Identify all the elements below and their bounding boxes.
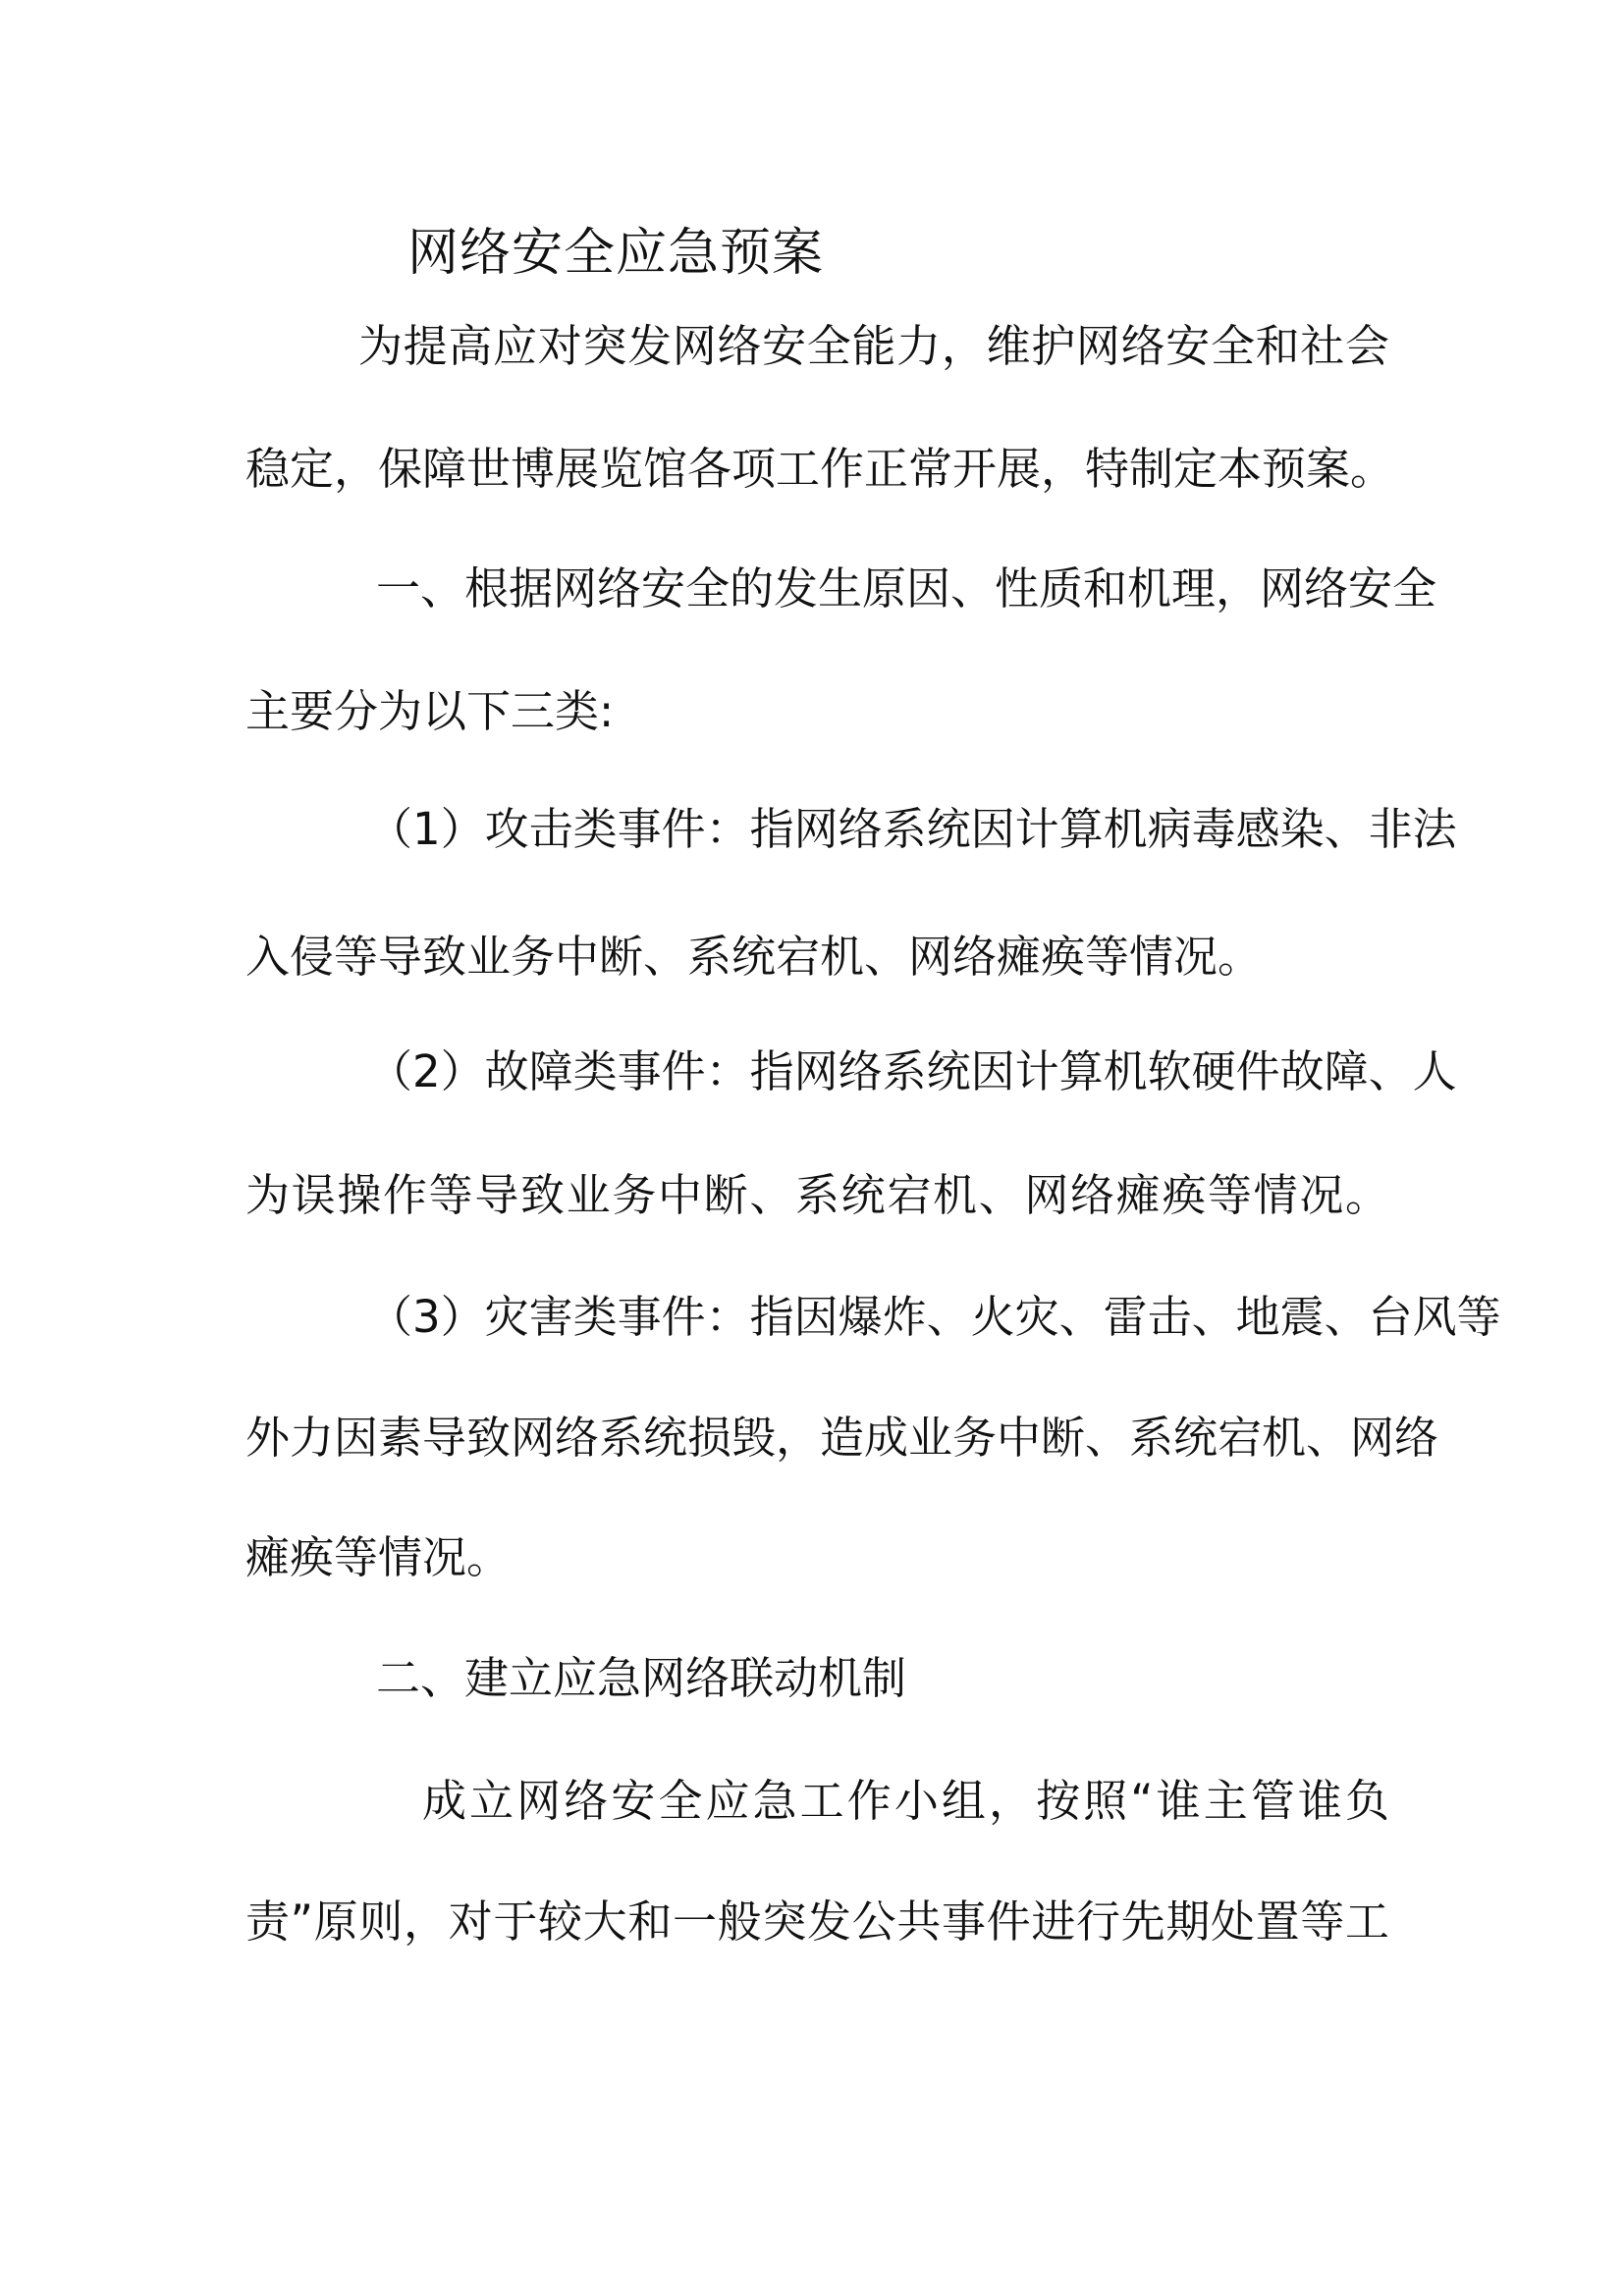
paragraph-line: （1）攻击类事件：指网络系统因计算机病毒感染、非法 <box>368 803 1457 855</box>
paragraph-line: 主要分为以下三类: <box>245 685 615 737</box>
paragraph-line: （3）灾害类事件：指因爆炸、火灾、雷击、地震、台风等 <box>368 1291 1501 1343</box>
paragraph-line: 成立网络安全应急工作小组，按照“谁主管谁负 <box>422 1775 1389 1827</box>
paragraph-line: 外力因素导致网络系统损毁，造成业务中断、系统宕机、网络 <box>245 1412 1439 1464</box>
paragraph-line: 为误操作等导致业务中断、系统宕机、网络瘫痪等情况。 <box>245 1169 1389 1221</box>
paragraph-line: 入侵等导致业务中断、系统宕机、网络瘫痪等情况。 <box>245 931 1263 983</box>
paragraph-line: 为提高应对突发网络安全能力，维护网络安全和社会 <box>358 320 1389 372</box>
paragraph-line: （2）故障类事件：指网络系统因计算机软硬件故障、人 <box>368 1045 1457 1097</box>
paragraph-line: 稳定，保障世博展览馆各项工作正常开展，特制定本预案。 <box>245 443 1395 495</box>
paragraph-line: 责”原则，对于较大和一般突发公共事件进行先期处置等工 <box>245 1896 1389 1948</box>
document-title: 网络安全应急预案 <box>407 224 825 283</box>
paragraph-line: 瘫痪等情况。 <box>245 1531 512 1583</box>
section-heading: 二、建立应急网络联动机制 <box>376 1652 907 1704</box>
paragraph-line: 一、根据网络安全的发生原因、性质和机理，网络安全 <box>376 562 1437 614</box>
